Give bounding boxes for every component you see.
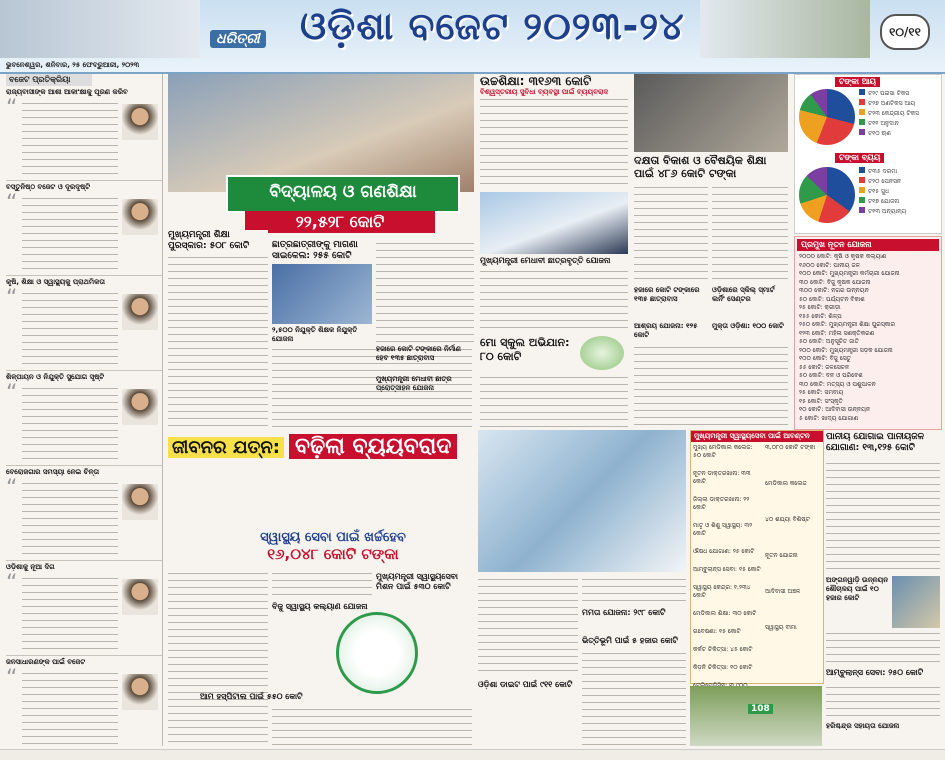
quote-icon: “ [6, 381, 18, 406]
medical-allocation-item: ଆମ୍ବୁଲାନ୍ସ ସେବା: ୧୫ କୋଟି [693, 566, 761, 573]
reaction-item [6, 278, 162, 371]
reaction-text [22, 195, 118, 269]
quote-icon: “ [6, 96, 18, 121]
education-banner [226, 175, 460, 213]
avatar [122, 484, 158, 520]
reaction-item [6, 658, 162, 751]
health-text-b [272, 570, 372, 600]
medical-allocation [690, 430, 824, 684]
health-sub [168, 530, 498, 563]
legend-label: ଟ୨୭ ଅଣଟିକସ ଆୟ [868, 100, 916, 107]
education-banner-title: ବିଦ୍ୟାଳୟ ଓ ଗଣଶିକ୍ଷା [269, 182, 417, 202]
cycle-scheme-title: ଛାତ୍ରଛାତ୍ରୀଙ୍କୁ ମାଗଣା ସାଇକେଲ: ୨୫୫ କୋଟି [272, 240, 358, 261]
mo-school-title: ମୋ ସ୍କୁଲ ଅଭିଯାନ: ୮୦ କୋଟି [480, 336, 570, 363]
legend-label: ଟ୧୫ ସୁଧ [868, 188, 889, 195]
dateline: ଭୁବନେଶ୍ୱର, ଶନିବାର, ୨୫ ଫେବ୍ରୁଆରୀ, ୨୦୨୩ [6, 61, 140, 69]
allocation-item: ୧୦୦ କୋଟି: ବିଜୁ ସେତୁ [799, 355, 851, 362]
cycle-scheme [272, 240, 372, 262]
allocation-item: ୩୦୦ କୋଟି: ନଗର ଉନ୍ନୟନ [799, 287, 869, 294]
revenue-panel [794, 74, 942, 234]
ama-hospital-title: ଆମ ହସ୍ପିଟାଲ ପାଇଁ ୫୫୦ କୋଟି [200, 692, 303, 701]
allocation-item: ୧୦ କୋଟି: ଆଦିବାସୀ ଉନ୍ନୟନ [799, 406, 871, 413]
mamata-title: ମମତା ଯୋଜନା: ୨୯୮ କୋଟି [582, 608, 666, 617]
health-headline [168, 432, 476, 502]
merit-scholarship-title: ମୁଖ୍ୟମନ୍ତ୍ରୀ ମେଧାବୀ ଛାତ୍ରବୃତ୍ତି ଯୋଜନା [480, 256, 611, 265]
legend-swatch [859, 119, 865, 125]
legend-item [859, 167, 939, 177]
expense-label: ଟଙ୍କା ବ୍ୟୟ [835, 153, 884, 163]
avatar [122, 579, 158, 615]
bsky-title: ବିଜୁ ସ୍ୱାସ୍ଥ୍ୟ କଲ୍ୟାଣ ଯୋଜନା [272, 602, 368, 611]
cm-health-mission [376, 572, 476, 592]
ashraya-scheme [634, 322, 708, 340]
cm-health-mission-title: ମୁଖ୍ୟମନ୍ତ୍ରୀ ସ୍ୱାସ୍ଥ୍ୟସେବା ମିଶନ ପାଇଁ ୫୩୦ କୋଟି [376, 572, 458, 591]
hostel-scheme-title: ହଜାରେ କୋଟି ଟଙ୍କାରେ ନିର୍ମାଣ ହେବ ୧୩୫ ଛାତ୍ରାବାସ [376, 345, 461, 362]
page-number: ୧୦/୧୧ [880, 14, 930, 50]
legend-label: ଟ୧୦ ଋଣ [868, 130, 891, 137]
ambulance-photo [690, 686, 822, 746]
reaction-title: ରାଜ୍ୟବାସୀଙ୍କ ଆଶା ଆକାଂକ୍ଷାକୁ ପୂରଣ କରିବ [6, 88, 128, 96]
ashraya-title: ଆଶ୍ରୟ ଯୋଜନା: ୧୨୫ କୋଟି [634, 322, 698, 339]
legend-item [859, 187, 939, 197]
anganwadi-amount: ଶୌଚାଳୟ ପାଇଁ ୧୦ ହଜାର କୋଟି [826, 585, 879, 602]
water-title: ପାନୀୟ ଯୋଗାଇ ପାନୀୟଜଳ ଯୋଗାଣ: ୧୩,୧୨୫ କୋଟି [826, 432, 925, 453]
bsky-logo [336, 612, 418, 694]
allocation-item: ୧୬୦୦ କୋଟି: ପାନୀୟ ଜଳ [799, 261, 861, 269]
drinking-water-photo [892, 576, 940, 628]
reaction-item [6, 88, 162, 181]
student-encouragement-title: ମୁଖ୍ୟମନ୍ତ୍ରୀ ମେଧାବୀ ଛାତ୍ର ପ୍ରୋତ୍ସାହନ ଯୋଜନା [376, 375, 452, 392]
hostel-scheme [376, 345, 474, 363]
legend-label: ଟ୨୯ ପଇସା ଟିକସ [868, 90, 910, 97]
reaction-text [22, 480, 118, 554]
mo-school-logo [580, 336, 624, 370]
health-text-a [168, 570, 268, 746]
newspaper-logo: ଧରିତ୍ରୀ [210, 30, 266, 48]
graduation-photo [480, 192, 628, 254]
reaction-text [22, 290, 118, 364]
higher-edu-subtitle: ବିଶ୍ୱସ୍ତରୀୟ ସୁବିଧା ବ୍ୟବସ୍ଥା ପାଇଁ ବ୍ୟୟବରାଦ [480, 88, 609, 96]
allocation-item: ୫୫ କୋଟି: ଜଳସେଚନ [799, 363, 850, 371]
medical-allocation-note: ୩,୦୮୦ କୋଟି ଟଙ୍କା [765, 444, 816, 451]
reaction-text [22, 575, 118, 649]
reaction-text [22, 670, 118, 744]
mamata-scheme [582, 608, 686, 618]
masthead-right-image [700, 0, 870, 58]
smart-learning-title: ଓଡ଼ିଶାରେ ସ୍କିଲ୍ ସ୍ମାର୍ଟ ଲର୍ନିଂ ସେଣ୍ଟର [712, 286, 775, 303]
quote-icon: “ [6, 476, 18, 501]
quote-icon: “ [6, 666, 18, 691]
cm-award [168, 230, 268, 252]
avatar [122, 674, 158, 710]
skill-text-b [712, 184, 788, 284]
medical-allocation-item: ମାତୃ ଓ ଶିଶୁ ସ୍ୱାସ୍ଥ୍ୟ: ୩୨ କୋଟି [693, 522, 753, 537]
allocation-item: ୨୦୦ କୋଟି: ମୁଖ୍ୟମନ୍ତ୍ରୀ ସଡ଼କ ଯୋଜନା [799, 346, 893, 354]
reaction-item [6, 468, 162, 561]
reaction-title: ଓଡ଼ିଶାକୁ ନୂଆ ଦିଗ [6, 563, 55, 571]
legend-label: ଟ୧୧ ଅନୁଦାନ [868, 120, 899, 127]
skill-text-a [634, 184, 708, 284]
mo-school [480, 336, 628, 370]
allocation-item: ୨୫୦ କୋଟି: ମୁଖ୍ୟମନ୍ତ୍ରୀ ଶିକ୍ଷା ପୁରସ୍କାର [799, 321, 896, 328]
reaction-title: ଜନସାଧାରଣଙ୍କ ପାଇଁ ବଜେଟ [6, 658, 86, 666]
teacher-recruitment-title: ୨,୫୦୦ ନିଯୁକ୍ତି ଶିକ୍ଷକ ନିଯୁକ୍ତି ଯୋଜନା [272, 326, 358, 343]
health-amount: ୧୬,୦୪୮ କୋଟି ଟଙ୍କା [267, 545, 399, 563]
legend-swatch [859, 197, 865, 203]
health-text-e [582, 576, 686, 606]
medical-allocation-item: ମୁଖ୍ୟ ମେଡିକାଲ କଲେଜ: ୫୦ କୋଟି [693, 444, 753, 459]
medical-allocation-note: ମେଡିକାଲ କଲେଜ [765, 480, 807, 487]
infrastructure [582, 636, 686, 646]
medical-allocation-item: ଔଷଧ ଯୋଗାଣ: ୨୫ କୋଟି [693, 548, 755, 555]
income-label: ଟଙ୍କା ଆୟ [835, 77, 880, 87]
education-text-a [168, 240, 268, 428]
water-text-a [826, 460, 940, 572]
legend-label: ଟ୧୭ ଯୋଜନା [868, 198, 900, 205]
legend-item [859, 89, 939, 99]
reaction-title: ବସ୍ତୁନିଷ୍ଠ ବଜେଟ ଓ ଦୂରଦୃଷ୍ଟି [6, 183, 91, 191]
ambulance-service [826, 668, 940, 678]
medical-allocation-item: କର୍କଟ ଚିକିତ୍ସା: ୪୫ କୋଟି [693, 646, 753, 653]
legend-item [859, 109, 939, 119]
legend-item [859, 129, 939, 139]
allocation-item: ୧୫ କୋଟି: ସଂସ୍କୃତି [799, 397, 843, 405]
quote-icon: “ [6, 286, 18, 311]
higher-edu-text [480, 96, 628, 188]
medical-allocation-title: ମୁଖ୍ୟମନ୍ତ୍ରୀ ସ୍ୱାସ୍ଥ୍ୟସେବା ପାଇଁ ଆବଣ୍ଟନ [691, 431, 823, 442]
education-amount-text: ୨୨,୫୨୮ କୋଟି [295, 212, 385, 231]
legend-swatch [859, 167, 865, 173]
skill-development [634, 154, 788, 180]
quote-icon: “ [6, 191, 18, 216]
health-text-f [582, 650, 686, 746]
allocation-item: ୫ କୋଟି: ଖାଦ୍ୟ ଯୋଗାଣ [799, 414, 859, 422]
legend-item [859, 197, 939, 207]
allocation-item: ୫୦ କୋଟି: ଅନୁସୂଚିତ ଜାତି [799, 338, 859, 345]
medical-allocation-note: ସ୍ୱାସ୍ଥ୍ୟ ବୀମା [765, 624, 797, 631]
legend-item [859, 177, 939, 187]
allocation-item: ୨୦୦୦ କୋଟି: କୃଷି ଓ କୃଷକ କଲ୍ୟାଣ [799, 253, 887, 260]
hostel-135 [634, 286, 708, 304]
legend-swatch [859, 207, 865, 213]
legend-swatch [859, 129, 865, 135]
legend-swatch [859, 99, 865, 105]
legend-label: ଟ୩୫ ଦରମା [868, 168, 898, 175]
reaction-title: ବେରୋଜଗାର ସମସ୍ୟା ନେଇ ଚିନ୍ତା [6, 468, 100, 476]
reaction-item [6, 373, 162, 466]
health-headline-line2: ବଢ଼ିଲା ବ୍ୟୟବରାଦ [289, 434, 457, 459]
water-text-b [826, 630, 940, 666]
medical-allocation-item: ନୂତନ ଡାକ୍ତରଖାନା: ୩୩ କୋଟି [693, 470, 751, 485]
legend-swatch [859, 89, 865, 95]
medical-allocation-item: ସ୍ୱାସ୍ଥ୍ୟ କେନ୍ଦ୍ର: ୧,୨୩୪ କୋଟି [693, 584, 751, 599]
health-text-c [272, 706, 472, 746]
skill-text-c [634, 344, 788, 428]
hospital-ventilator-photo [478, 430, 686, 572]
allocation-item: ୨୫ କୋଟି: କ୍ରୀଡ଼ା [799, 304, 841, 311]
allocation-item: ୧୦୦ କୋଟି: ମୁଖ୍ୟମନ୍ତ୍ରୀ କର୍ମଚାରୀ ଯୋଜନା [799, 270, 900, 277]
reaction-title: କୃଷି, ଶିକ୍ଷା ଓ ସ୍ୱାସ୍ଥ୍ୟକୁ ପ୍ରାଥମିକତା [6, 278, 105, 286]
reactions-header: ବଜେଟ ପ୍ରତିକ୍ରିୟା [6, 74, 92, 86]
allocation-item: ୩୦ କୋଟି: ମତ୍ସ୍ୟ ଓ ପଶୁପାଳନ [799, 380, 876, 388]
registration-bar [0, 749, 945, 760]
legend-item [859, 119, 939, 129]
expense-pie [799, 167, 855, 223]
medical-allocation-item: କିଡ଼ନି ଚିକିତ୍ସା: ୧୦ କୋଟି [693, 664, 753, 671]
health-text-d [478, 576, 578, 676]
legend-item [859, 207, 939, 217]
ama-hospital [200, 692, 350, 702]
allocation-item: ୨୫ କୋଟି: ସମବାୟ [799, 389, 844, 396]
ambulance-service-title: ଆମ୍ବୁଲାନ୍ସ ସେବା: ୨୫୦ କୋଟି [826, 668, 924, 677]
legend-label: ଟ୧୩ ଅନ୍ୟାନ୍ୟ [868, 208, 907, 215]
medical-allocation-note: ୪୦ ଶଯ୍ୟା ବିଶିଷ୍ଟ [765, 516, 810, 523]
higher-edu-title: ଉଚ୍ଚଶିକ୍ଷା: ୩୧୬୩ କୋଟି [480, 74, 592, 88]
avatar [122, 389, 158, 425]
harishchandra-scheme [826, 722, 940, 731]
legend-swatch [859, 109, 865, 115]
education-amount [245, 211, 435, 233]
reaction-item [6, 563, 162, 656]
budget-title: ଓଡ଼ିଶା ବଜେଟ ୨୦୨୩-୨୪ [300, 4, 685, 48]
reaction-text [22, 385, 118, 459]
legend-swatch [859, 187, 865, 193]
health-sub-line: ସ୍ୱାସ୍ଥ୍ୟ ସେବା ପାଇଁ ଖର୍ଚ୍ଚହେବ [260, 530, 406, 545]
allocation-item: ୫୦ କୋଟି: ପର୍ଯ୍ୟଟନ ବିକାଶ [799, 295, 865, 303]
mo-school-text [480, 374, 628, 428]
cycle-photo [272, 264, 372, 324]
higher-education [480, 74, 630, 97]
medical-allocation-item: ଜିଲ୍ଲା ଡାକ୍ତରଖାନା: ୨୨ କୋଟି [693, 496, 750, 511]
allocation-item: ୩୦ କୋଟି: ବିଜୁ କୃଷକ ଯୋଜନା [799, 278, 871, 286]
health-headline-line1: ଜୀବନର ଯତ୍ନ: [168, 437, 284, 458]
masthead [0, 0, 945, 74]
infrastructure-title: ଭିତ୍ତିଭୂମି ପାଇଁ ୫ ହଜାର କୋଟି [582, 636, 678, 645]
quote-icon: “ [6, 571, 18, 596]
legend-swatch [859, 177, 865, 183]
legend-label: ଟ୨୩ କେନ୍ଦ୍ରୀୟ ଟିକସ [868, 110, 919, 117]
allocation-item: ୧୫୫ କୋଟି: ଶିଳ୍ପ [799, 312, 842, 320]
avatar [122, 104, 158, 140]
higher-edu-text-2 [480, 268, 628, 328]
teacher-recruitment [272, 326, 372, 344]
anganwadi [826, 576, 890, 603]
allocation-item: ୧୨୩ କୋଟି: ମହିଳା ସଶକ୍ତିକରଣ [799, 329, 875, 337]
bsky-scheme [272, 602, 472, 612]
education-text-c [376, 240, 474, 342]
merit-scholarship [480, 256, 628, 266]
income-pie [799, 89, 855, 145]
key-allocations [794, 236, 942, 430]
anganwadi-title: ଅଙ୍ଗନୱାଡ଼ି ଉନ୍ନୟନ [826, 576, 889, 584]
reaction-item [6, 183, 162, 276]
legend-item [859, 99, 939, 109]
masthead-left-image [0, 0, 200, 58]
cm-award-title: ମୁଖ୍ୟମନ୍ତ୍ରୀ ଶିକ୍ଷା ପୁରସ୍କାର: ୫୦୮ କୋଟି [168, 230, 268, 252]
reaction-text [22, 100, 118, 174]
odisha-diet [478, 680, 582, 690]
odisha-diet-title: ଓଡ଼ିଶା ଡାଇଟ ପାଇଁ ୯୧୧ କୋଟି [478, 680, 573, 689]
expense-legend [859, 167, 939, 217]
reaction-title: ଶିଳ୍ପାୟନ ଓ ନିଯୁକ୍ତି ସୁଯୋଗ ସୃଷ୍ଟି [6, 373, 105, 381]
legend-label: ଟ୨୦ ପେନସନ [868, 178, 902, 185]
student-encouragement [376, 375, 474, 393]
avatar [122, 294, 158, 330]
medical-allocation-note: ନୂତନ ଯୋଜନା [765, 552, 798, 559]
skill-title: ଦକ୍ଷତା ବିକାଶ ଓ ବୈଷୟିକ ଶିକ୍ଷା ପାଇଁ ୪୮୬ କୋଟି ଟଙ୍କା [634, 154, 767, 180]
smart-learning [712, 286, 788, 304]
allocation-item: ୫୦ କୋଟି: ବନ ଓ ପରିବେଶ [799, 372, 863, 379]
ambulance-number: 108 [748, 704, 773, 714]
skill-training-photo [634, 74, 788, 152]
income-legend [859, 89, 939, 139]
harishchandra-title: ହରିଶ୍ଚନ୍ଦ୍ର ସହାୟତା ଯୋଜନା [826, 722, 900, 730]
reactions-column [6, 74, 163, 746]
medical-allocation-note: ଆଦିବାସୀ ଅଞ୍ଚଳ [765, 588, 801, 595]
mukta-scheme [712, 322, 788, 331]
medical-allocation-item: ଗବେଷଣା: ୧୫ କୋଟି [693, 628, 741, 635]
water-text-c [826, 684, 940, 718]
mukta-title: ମୁକ୍ତା ଓଡ଼ିଶା: ୧୦୦ କୋଟି [712, 322, 784, 330]
water-supply [826, 432, 940, 454]
key-allocations-title: ପ୍ରମୁଖ ନୂତନ ଯୋଜନା [797, 239, 939, 251]
hostel-135-title: ହଜାରେ କୋଟି ଟଙ୍କାରେ ୧୩୫ ଛାତ୍ରାବାସ [634, 286, 700, 303]
avatar [122, 199, 158, 235]
medical-allocation-item: ମେଡିକାଲ ଶିକ୍ଷା: ୩୦ କୋଟି [693, 610, 757, 617]
